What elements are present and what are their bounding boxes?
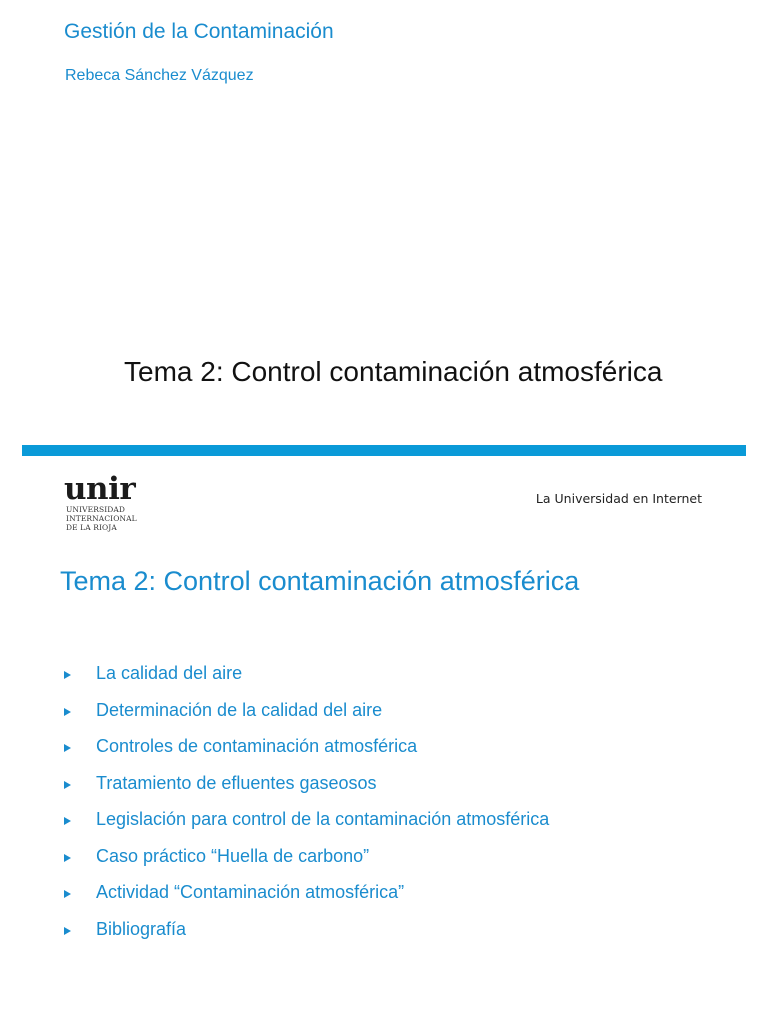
- triangle-bullet-icon: [64, 671, 71, 679]
- course-title: Gestión de la Contaminación: [64, 20, 334, 43]
- triangle-bullet-icon: [64, 744, 71, 752]
- list-item-label: Bibliografía: [96, 918, 187, 939]
- author-name: Rebeca Sánchez Vázquez: [65, 67, 254, 84]
- logo-subtitle: [66, 505, 137, 532]
- list-item-label: Caso práctico “Huella de carbono”: [96, 845, 370, 866]
- logo-line: DE LA RIOJA: [66, 523, 117, 532]
- triangle-bullet-icon: [64, 890, 71, 898]
- logo-wordmark: unir: [64, 471, 136, 507]
- list-item-label: Tratamiento de efluentes gaseosos: [96, 772, 377, 793]
- slide-title: Tema 2: Control contaminación atmosférica: [60, 566, 580, 596]
- list-item-label: Determinación de la calidad del aire: [96, 699, 383, 720]
- triangle-bullet-icon: [64, 708, 71, 716]
- list-item-label: La calidad del aire: [96, 663, 243, 683]
- triangle-bullet-icon: [64, 817, 71, 825]
- list-item-label: Controles de contaminación atmosférica: [96, 736, 418, 756]
- triangle-bullet-icon: [64, 781, 71, 789]
- logo-line: INTERNACIONAL: [66, 514, 137, 523]
- triangle-bullet-icon: [64, 854, 71, 862]
- list-item-label: Actividad “Contaminación atmosférica”: [96, 882, 405, 902]
- tagline: La Universidad en Internet: [535, 491, 702, 506]
- triangle-bullet-icon: [64, 927, 71, 935]
- cover-topic-title: Tema 2: Control contaminación atmosférica: [124, 356, 663, 387]
- unir-logo: [64, 473, 164, 535]
- list-item-label: Legislación para control de la contaminación atmosférica: [96, 809, 550, 829]
- header-divider-bar: [22, 445, 746, 456]
- logo-line: UNIVERSIDAD: [66, 505, 126, 514]
